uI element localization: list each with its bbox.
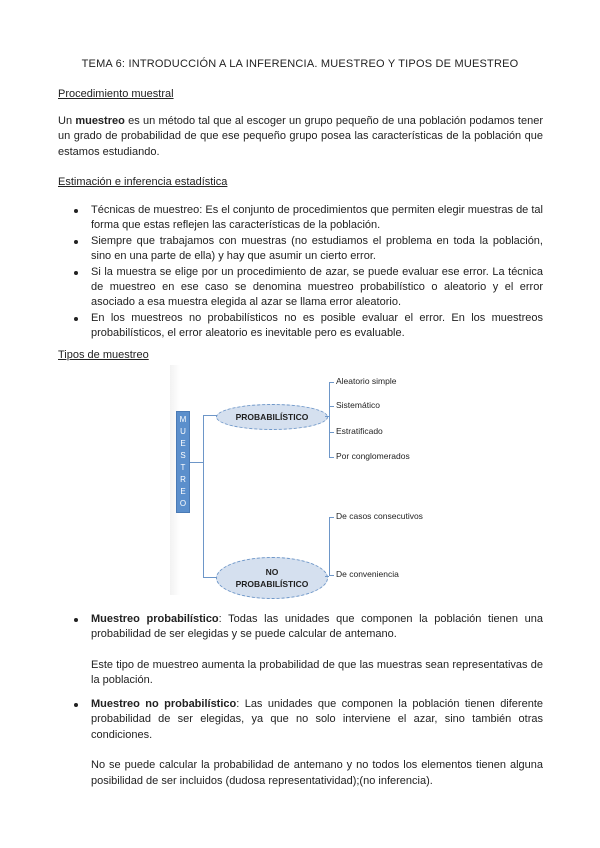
root-letter: S — [180, 451, 186, 460]
connector-line — [329, 432, 334, 433]
root-letter: M — [179, 415, 187, 424]
bullet-text: Si la muestra se elige por un procedimiento de azar, se puede evaluar ese error. La técnica de muestreo en ese caso se denomina muestreo probabilístico o aleatorio y el error asociado a esa muestra elegida al azar se llama error aleatorio. — [91, 265, 543, 309]
node-probabilistico — [216, 404, 328, 430]
bullet-icon — [74, 618, 78, 622]
bullet-icon — [74, 271, 78, 275]
root-letter: U — [180, 427, 186, 436]
connector-line — [329, 517, 334, 518]
definition-text: : Las unidades que componen la población tienen diferente probabilidad de ser elegidas, ya que no solo interviene el azar, sino también otras condiciones. — [91, 698, 543, 741]
bullet-item — [58, 612, 543, 643]
estimacion-bullet-list — [58, 203, 543, 342]
leaf-por-conglomerados: Por conglomerados — [336, 451, 410, 461]
connector-line — [203, 415, 204, 577]
section-heading-tipos: Tipos de muestreo — [58, 349, 149, 361]
definition-probabilistico — [58, 612, 543, 689]
bullet-item — [58, 203, 543, 234]
bullet-item — [58, 265, 543, 311]
definition-text: : Todas las unidades que componen la población tienen una probabilidad de ser elegidas y se puede calcular de antemano. — [91, 613, 543, 641]
root-letter: T — [180, 463, 186, 472]
root-node-muestreo — [176, 411, 190, 513]
bullet-item — [58, 234, 543, 265]
connector-line — [203, 415, 217, 416]
connector-line — [329, 575, 334, 576]
section-heading-procedimiento: Procedimiento muestral — [58, 88, 174, 100]
connector-line — [203, 577, 217, 578]
bullet-text: En los muestreos no probabilísticos no es posible evaluar el error. En los muestreos probabilísticos, el error aleatorio es inevitable pero es evaluable. — [91, 311, 543, 340]
definition-note: Este tipo de muestreo aumenta la probabilidad de que las muestras sean representativas de la población. — [91, 658, 543, 687]
bullet-text: Técnicas de muestreo: Es el conjunto de procedimientos que permiten elegir muestras de tal forma que estas reflejen las características de la población. — [91, 204, 543, 232]
procedimiento-paragraph — [58, 114, 543, 160]
node-no-probabilistico — [216, 557, 328, 599]
term-muestreo: muestreo — [75, 115, 125, 127]
node-label: PROBABILÍSTICO — [235, 579, 309, 589]
term-bold: Muestreo probabilístico — [91, 613, 219, 625]
node-label: NO — [265, 567, 279, 577]
definition-note: No se puede calcular la probabilidad de antemano y no todos los elementos tienen alguna posibilidad de ser incluidos (dudosa representatividad);(no inferencia). — [91, 759, 543, 787]
root-letter: R — [180, 475, 186, 484]
bullet-item — [58, 697, 543, 743]
node-label: PROBABILÍSTICO — [235, 412, 309, 422]
section-heading-estimacion: Estimación e inferencia estadística — [58, 176, 228, 188]
bullet-item — [58, 311, 543, 342]
bullet-icon — [74, 209, 78, 213]
connector-line — [190, 462, 203, 463]
connector-line — [329, 517, 330, 575]
leaf-casos-consecutivos: De casos consecutivos — [336, 511, 423, 521]
connector-line — [329, 382, 330, 457]
leaf-estratificado: Estratificado — [336, 426, 383, 436]
bullet-icon — [74, 703, 78, 707]
connector-line — [325, 576, 329, 577]
leaf-conveniencia: De conveniencia — [336, 569, 399, 579]
bullet-text: Siempre que trabajamos con muestras (no estudiamos el problema en toda la población, sino en una parte de ella) y hay que asumir un cierto error. — [91, 234, 543, 263]
paragraph-rest: es un método tal que al escoger un grupo pequeño de una población podamos tener un grado de probabilidad de que ese pequeño grupo posea las características de la población que estamos estudiando. — [58, 115, 543, 158]
connector-line — [329, 457, 334, 458]
connector-line — [329, 382, 334, 383]
definition-no-probabilistico — [58, 697, 543, 789]
bullet-icon — [74, 240, 78, 244]
term-bold: Muestreo no probabilístico — [91, 698, 237, 710]
connector-line — [329, 406, 334, 407]
root-letter: E — [180, 439, 186, 448]
leaf-sistematico: Sistemático — [336, 400, 380, 410]
muestreo-tree-diagram — [170, 365, 440, 595]
paragraph-prefix: Un — [58, 115, 76, 127]
leaf-aleatorio-simple: Aleatorio simple — [336, 376, 397, 386]
root-letter: E — [180, 487, 186, 496]
document-title: TEMA 6: INTRODUCCIÓN A LA INFERENCIA. MUESTREO Y TIPOS DE MUESTREO — [81, 58, 519, 70]
bullet-icon — [74, 317, 78, 321]
root-letter: O — [179, 499, 187, 508]
